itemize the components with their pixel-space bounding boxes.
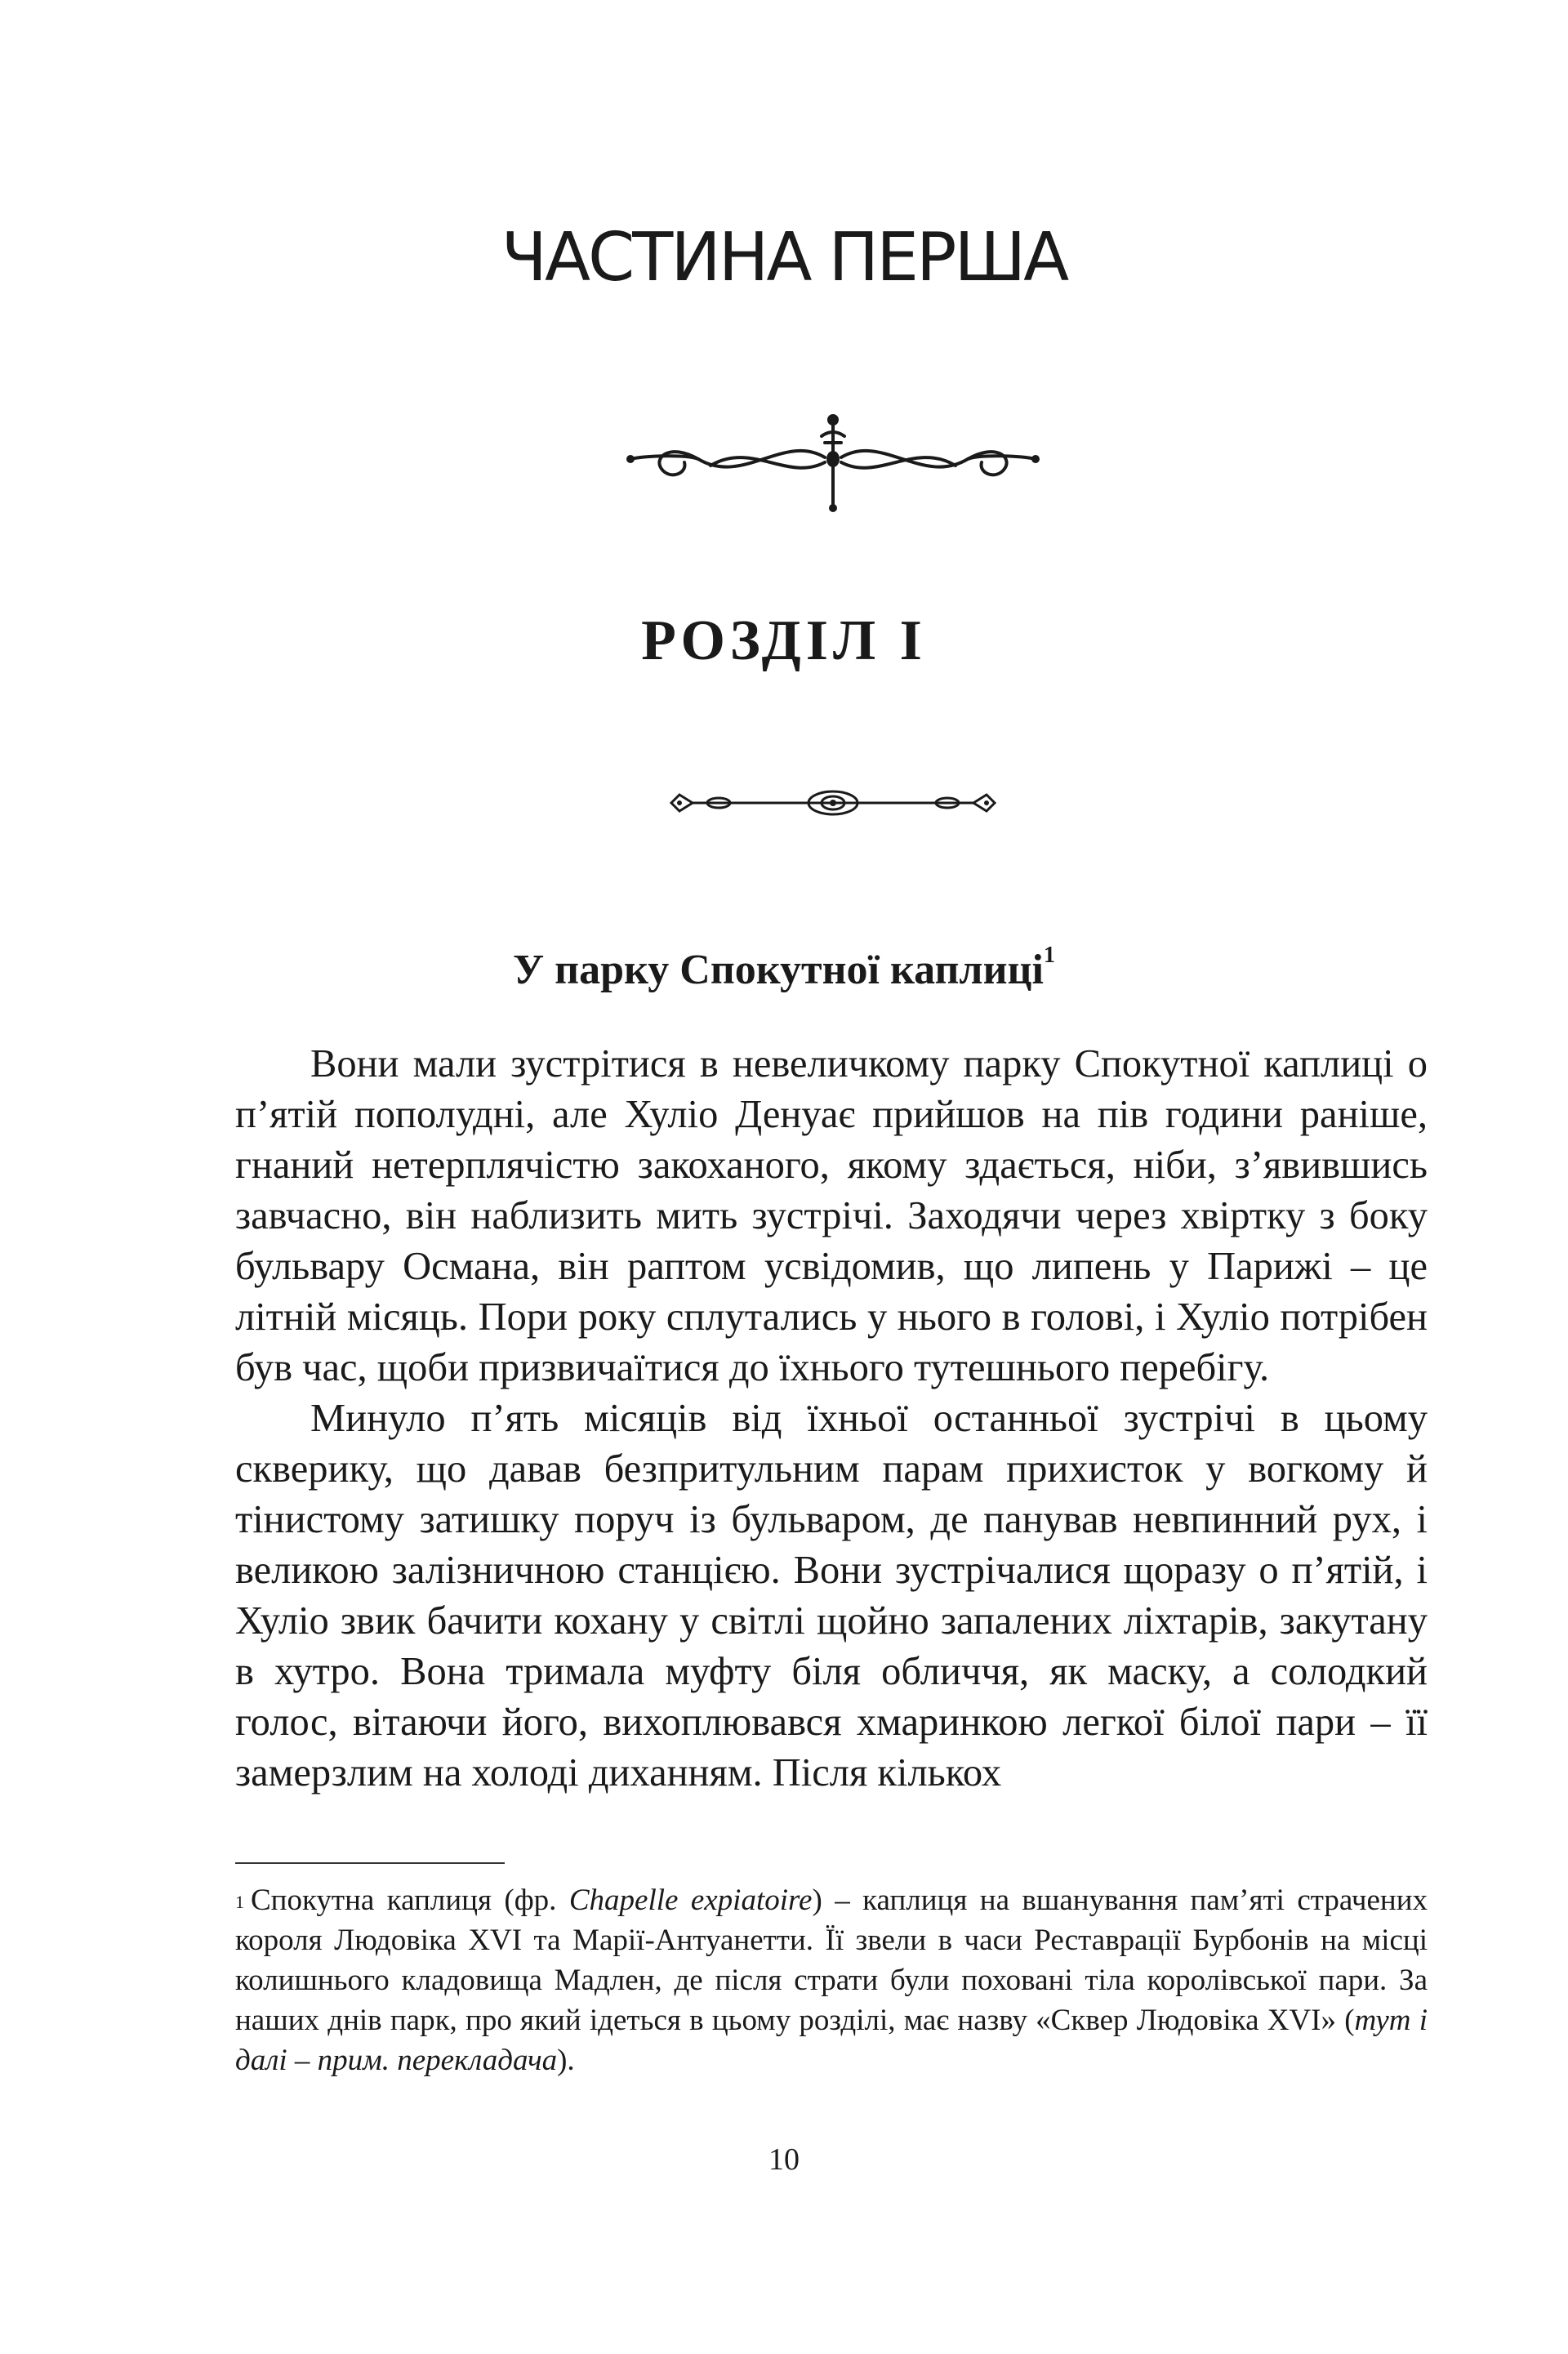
page-number: 10 [768,2142,800,2177]
section-title-text: У парку Спокутної каплиці [513,947,1044,993]
body-text [235,1039,1428,1799]
chapter-title: РОЗДІЛ І [641,609,927,672]
footnote-text: Спокутна каплиця (фр. [251,1884,569,1917]
section-title [0,943,1568,994]
footnote-text: ) – каплиця на вшанування пам’яті страчених короля Людовіка XVI та Марії-Антуанетти. Її звели в часи Реставрації Бурбонів на місці колишнього кладовища Мадлен, де після страти були поховані тіла королівської пари. За наших днів парк, про який ідеться в цьому розділі, має назву «Сквер Людовіка XVI» ( [235,1884,1428,2037]
paragraph: Вони мали зустрітися в невеличкому парку Спокутної каплиці о п’ятій пополудні, але Хуліо Денуає прийшов на пів години раніше, гнаний нетерплячістю закоханого, якому здається, ніби, з’явившись завчасно, він наблизить мить зустрічі. Заходячи через хвіртку з боку бульвару Османа, він раптом усвідомив, що липень у Парижі – це літній місяць. Пори року сплутались у нього в голові, і Хуліо потрібен був час, щоби призвичаїтися до їхнього тутешнього перебігу. [235,1042,1428,1389]
part-title: ЧАСТИНА ПЕРША [501,219,1067,296]
footnote-mark: 1 [235,1892,244,1912]
footnote-italic-term: Chapelle expiatoire [568,1884,813,1917]
divider-ornament-icon [670,784,996,822]
flourish-ornament-icon [621,408,1045,523]
footnote-reference[interactable]: 1 [1043,943,1055,968]
footnote [235,1880,1428,2080]
footnote-italic-note: тут і далі – прим. перекладача [235,2004,1428,2077]
paragraph: Минуло п’ять місяців від їхньої останньої зустрічі в цьому скверику, що давав безпритульним парам прихисток у вогкому й тінистому затишку поруч із бульваром, де панував невпинний рух, і великою залізничною станцією. Вони зустрічалися щоразу о п’ятій, і Хуліо звик бачити кохану у світлі щойно запалених ліхтарів, закутану в хутро. Вона тримала муфту біля обличчя, як маску, а солодкий голос, вітаючи його, вихоплювався хмаринкою легкої білої пари – її замерзлим на холоді диханням. Після кількох [235,1397,1428,1794]
footnote-divider [235,1862,505,1864]
footnote-text: ). [557,2044,575,2077]
